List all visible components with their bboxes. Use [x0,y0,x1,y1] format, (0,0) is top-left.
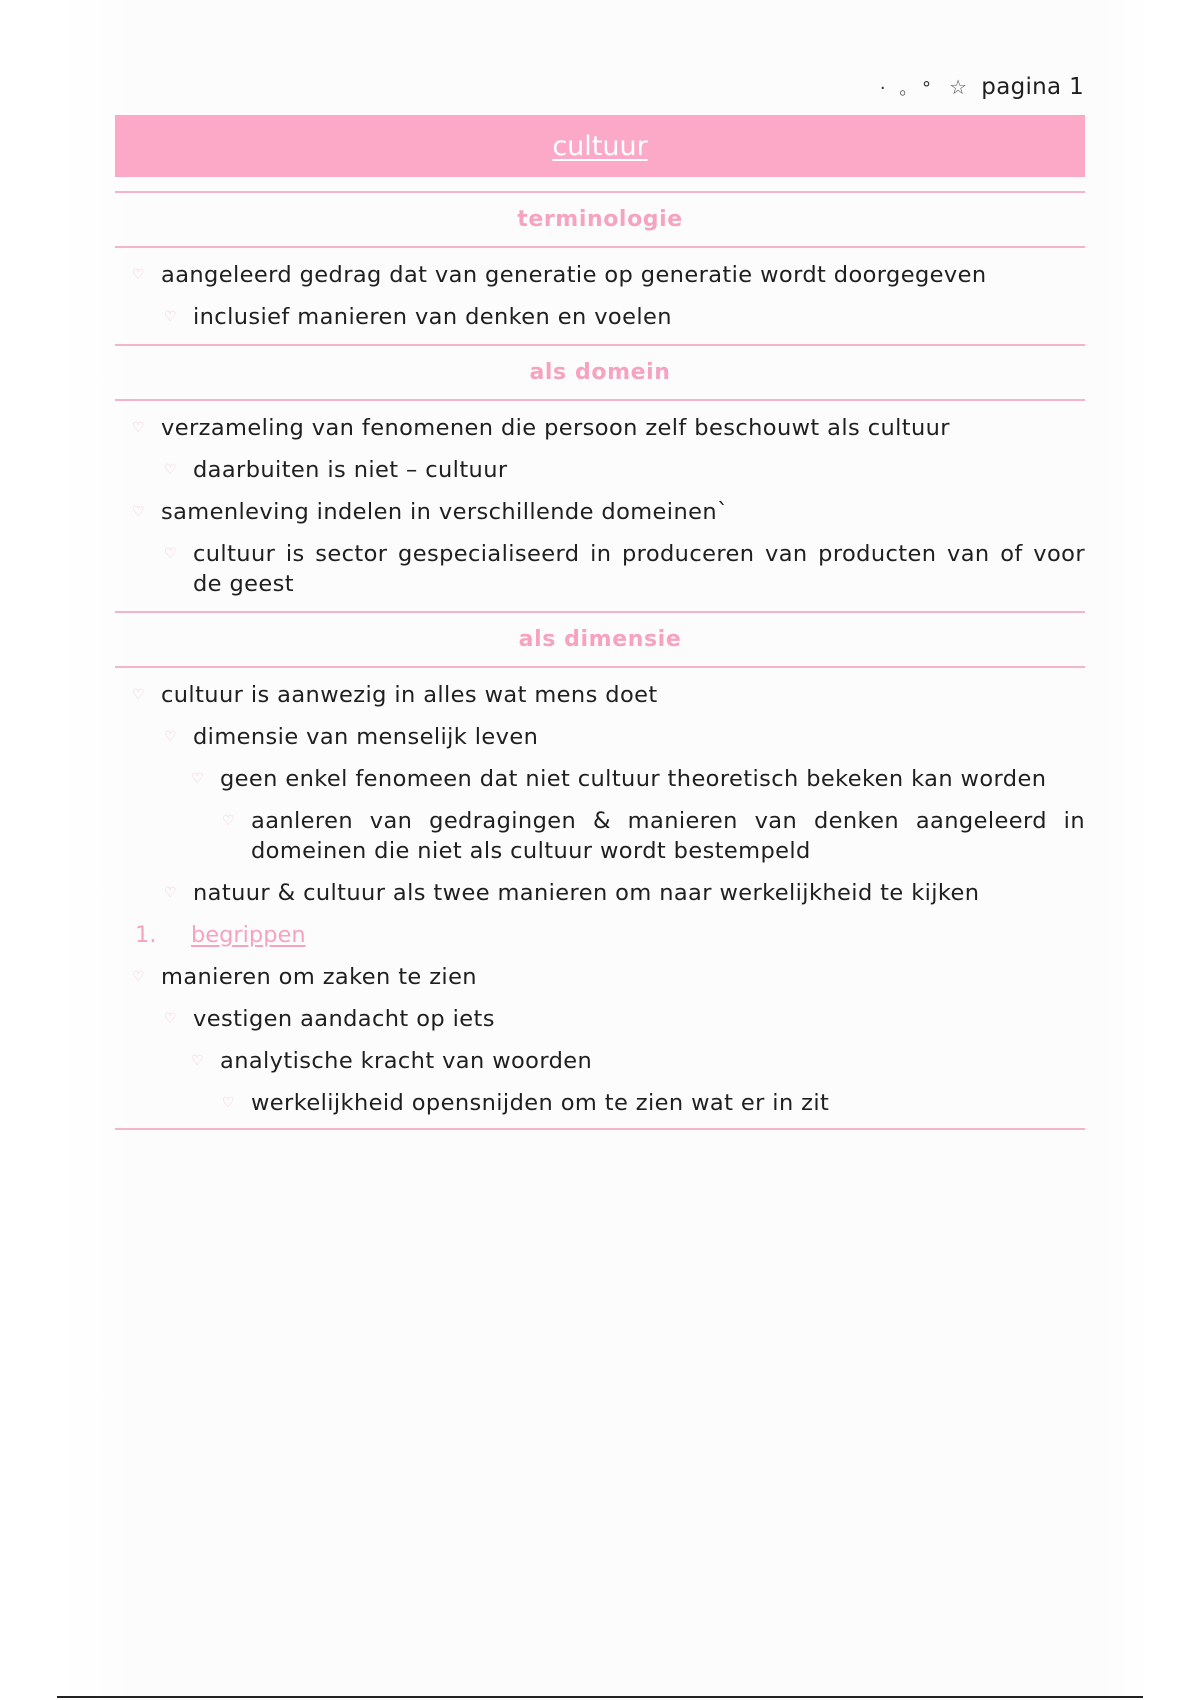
page-title: cultuur [552,130,648,162]
numbered-heading [115,920,1085,950]
list-item: ♡ vestigen aandacht op iets [164,1006,495,1032]
heart-bullet-icon: ♡ [164,462,177,478]
section-bullets [115,260,1085,332]
section-heading: terminologie [115,191,1085,248]
list-item: ♡ werkelijkheid opensnijden om te zien wat er in zit [222,1090,830,1116]
heart-bullet-icon: ♡ [164,1011,177,1027]
section-heading: als dimensie [115,611,1085,668]
footer-divider [57,1696,1143,1698]
heart-bullet-icon: ♡ [164,546,177,562]
heart-bullet-icon: ♡ [132,267,145,283]
sparkle-decoration: · ｡ ° [879,78,936,99]
document-content [115,115,1085,1130]
heart-bullet-icon: ♡ [132,969,145,985]
section-heading: als domein [115,344,1085,401]
heart-bullet-icon: ♡ [191,771,204,787]
begrippen-link[interactable]: begrippen [191,922,306,948]
heart-bullet-icon: ♡ [164,309,177,325]
star-icon: ☆ [949,75,968,99]
heart-bullet-icon: ♡ [191,1053,204,1069]
section-divider [115,1128,1085,1130]
page-number: pagina 1 [981,74,1084,100]
list-item: ♡ daarbuiten is niet – cultuur [164,457,508,483]
heart-bullet-icon: ♡ [132,504,145,520]
list-item: ♡ verzameling van fenomenen die persoon zelf beschouwt als cultuur [132,415,950,441]
list-item: ♡ dimensie van menselijk leven [164,724,539,750]
list-item: ♡ aangeleerd gedrag dat van generatie op generatie wordt doorgegeven [132,262,987,288]
list-item: ♡ analytische kracht van woorden [191,1048,593,1074]
section-bullets [115,680,1085,1118]
heart-bullet-icon: ♡ [132,687,145,703]
list-number: 1. [135,922,157,948]
section-bullets [115,413,1085,599]
heart-bullet-icon: ♡ [132,420,145,436]
title-banner [115,115,1085,177]
list-item: ♡ natuur & cultuur als twee manieren om naar werkelijkheid te kijken [164,880,980,906]
heart-bullet-icon: ♡ [164,885,177,901]
list-item: ♡ cultuur is aanwezig in alles wat mens doet [132,682,658,708]
list-item: ♡ inclusief manieren van denken en voelen [164,304,672,330]
heart-bullet-icon: ♡ [164,729,177,745]
heart-bullet-icon: ♡ [222,1095,235,1111]
list-item: ♡ geen enkel fenomeen dat niet cultuur theoretisch bekeken kan worden [191,766,1047,792]
list-item: ♡ manieren om zaken te zien [132,964,477,990]
list-item: ♡ samenleving indelen in verschillende domeinen` [132,499,729,525]
list-item: ♡ cultuur is sector gespecialiseerd in produceren van producten van of voor de geest [164,541,1085,597]
page-header [880,74,1084,100]
list-item: ♡ aanleren van gedragingen & manieren van denken aangeleerd in domeinen die niet als cultuur wordt bestempeld [222,808,1085,864]
heart-bullet-icon: ♡ [222,813,235,829]
